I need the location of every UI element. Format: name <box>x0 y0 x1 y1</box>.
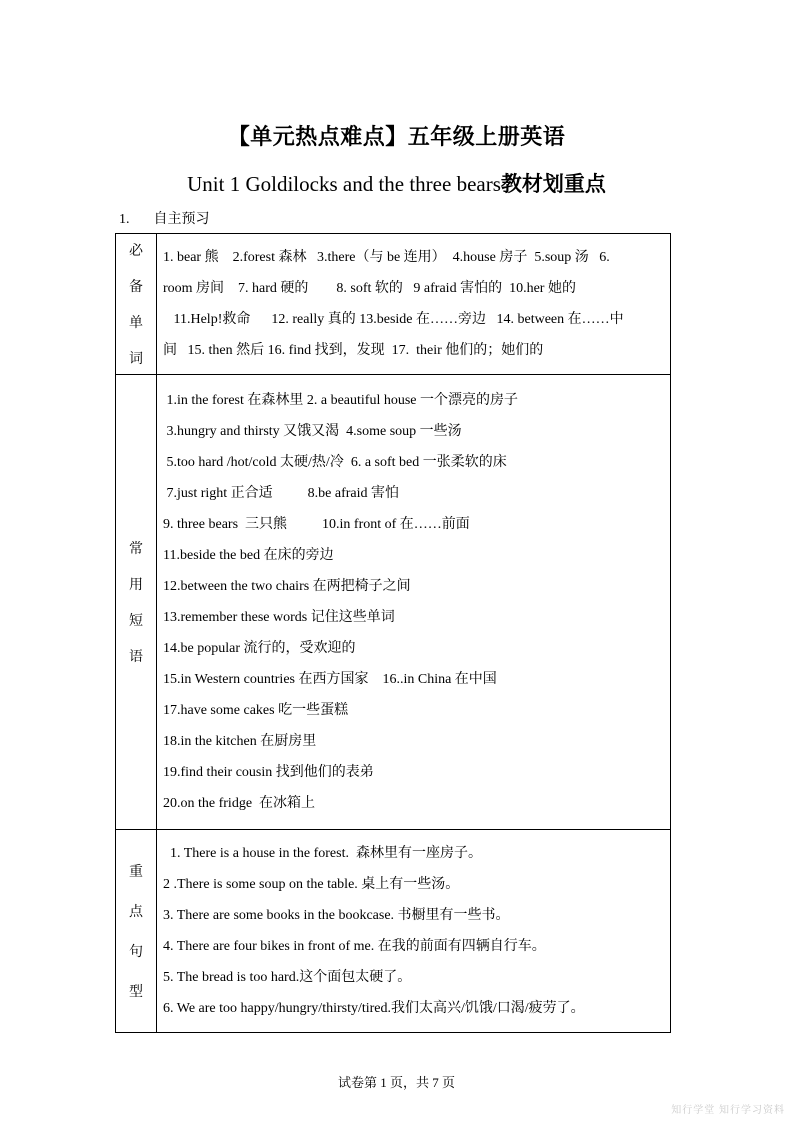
header-char: 单 <box>129 316 143 331</box>
phrase-line: 13.remember these words 记住这些单词 <box>163 610 395 625</box>
header-char: 短 <box>129 614 143 629</box>
row-body-vocab <box>157 234 671 375</box>
row-header-sentences-chars <box>116 861 156 1001</box>
header-char: 重 <box>129 865 143 880</box>
watermark: 知行学堂 知行学习资料 <box>671 1105 785 1116</box>
sentence-line: 6. We are too happy/hungry/thirsty/tired.我们太高兴/饥饿/口渴/疲劳了。 <box>163 1001 585 1016</box>
phrase-line: 12.between the two chairs 在两把椅子之间 <box>163 579 411 594</box>
phrase-line: 11.beside the bed 在床的旁边 <box>163 548 334 563</box>
table-row-sentences <box>116 830 671 1033</box>
phrase-line: 1.in the forest 在森林里 2. a beautiful house 一个漂亮的房子 <box>163 393 519 408</box>
sentence-line: 1. There is a house in the forest. 森林里有一座房子。 <box>163 846 482 861</box>
sentence-line: 4. There are four bikes in front of me. 在我的前面有四辆自行车。 <box>163 939 546 954</box>
header-char: 语 <box>129 650 143 665</box>
subtitle-chinese: 教材划重点 <box>500 172 606 196</box>
section-number: 1. <box>119 212 130 227</box>
vocab-line: 1. bear 熊 2.forest 森林 3.there（与 be 连用） 4.house 房子 5.soup 汤 6. <box>163 250 610 265</box>
subtitle-english: Unit 1 Goldilocks and the three bears <box>187 172 501 196</box>
phrase-line: 20.on the fridge 在冰箱上 <box>163 796 316 811</box>
phrase-line: 18.in the kitchen 在厨房里 <box>163 734 317 749</box>
vocab-line: 11.Help!救命 12. really 真的 13.beside 在……旁边 14. between 在……中 <box>163 312 624 327</box>
row-header-phrases-chars <box>116 538 156 666</box>
header-char: 句 <box>129 945 143 960</box>
table-row-vocab <box>116 234 671 375</box>
phrase-line: 17.have some cakes 吃一些蛋糕 <box>163 703 349 718</box>
sentence-line: 5. The bread is too hard.这个面包太硬了。 <box>163 970 412 985</box>
header-char: 词 <box>129 352 143 367</box>
page-subtitle <box>0 168 793 198</box>
phrase-line: 9. three bears 三只熊 10.in front of 在……前面 <box>163 517 470 532</box>
phrase-line: 7.just right 正合适 8.be afraid 害怕 <box>163 486 400 501</box>
header-char: 用 <box>129 578 143 593</box>
section-title: 自主预习 <box>153 212 210 227</box>
sentence-line: 3. There are some books in the bookcase. 书橱里有一些书。 <box>163 908 510 923</box>
page-footer: 试卷第 1 页，共 7 页 <box>337 1075 455 1090</box>
table-row-phrases <box>116 375 671 830</box>
header-char: 备 <box>129 280 143 295</box>
header-char: 点 <box>129 905 143 920</box>
section-heading <box>119 208 210 228</box>
phrase-line: 14.be popular 流行的，受欢迎的 <box>163 641 356 656</box>
phrase-line: 3.hungry and thirsty 又饿又渴 4.some soup 一些汤 <box>163 424 462 439</box>
sentence-line: 2 .There is some soup on the table. 桌上有一些汤。 <box>163 877 460 892</box>
row-header-vocab-chars <box>116 240 156 368</box>
row-header-sentences <box>116 830 157 1033</box>
page-title: 【单元热点难点】五年级上册英语 <box>227 124 566 149</box>
header-char: 必 <box>129 244 143 259</box>
row-body-phrases <box>157 375 671 830</box>
vocab-line: 间 15. then 然后 16. find 找到，发现 17. their 他们的；她们的 <box>163 343 544 358</box>
study-table <box>115 233 671 1033</box>
phrase-line: 19.find their cousin 找到他们的表弟 <box>163 765 374 780</box>
header-char: 型 <box>129 985 143 1000</box>
header-char: 常 <box>129 542 143 557</box>
row-header-phrases <box>116 375 157 830</box>
row-header-vocab <box>116 234 157 375</box>
phrase-line: 5.too hard /hot/cold 太硬/热/冷 6. a soft bed 一张柔软的床 <box>163 455 507 470</box>
vocab-line: room 房间 7. hard 硬的 8. soft 软的 9 afraid 害怕的 10.her 她的 <box>163 281 576 296</box>
row-body-sentences <box>157 830 671 1033</box>
phrase-line: 15.in Western countries 在西方国家 16..in China 在中国 <box>163 672 497 687</box>
